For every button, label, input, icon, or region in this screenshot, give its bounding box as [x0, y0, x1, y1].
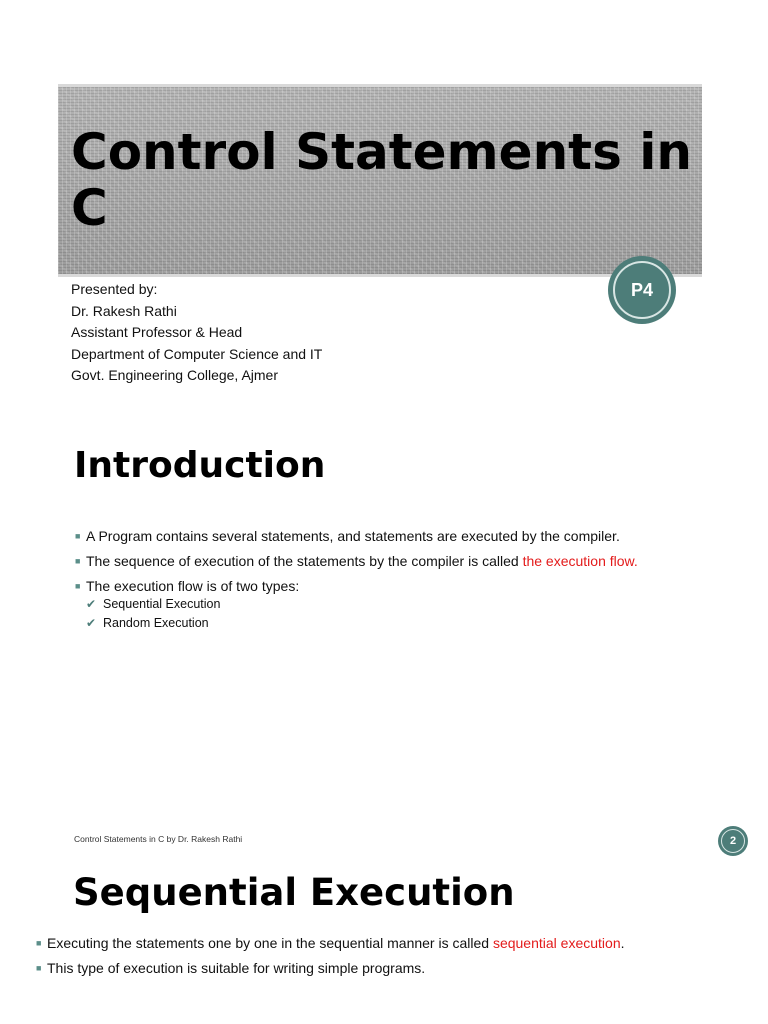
sub-list-item-text: Sequential Execution — [103, 597, 221, 611]
slide-title: Control Statements in C — [71, 123, 692, 237]
highlight-text: sequential execution — [492, 935, 621, 951]
bullet-list — [36, 931, 625, 981]
list-item-text: This type of execution is suitable for writing simple programs. — [47, 960, 426, 976]
list-item — [36, 956, 625, 981]
check-mark-icon: ✔ — [86, 616, 97, 630]
sub-list-item — [86, 614, 220, 633]
list-item-text: The sequence of execution of the statements by the compiler is called — [86, 553, 523, 569]
list-item-text: The execution flow is of two types: — [86, 578, 300, 594]
list-item-text: Executing the statements one by one in the sequential manner is called — [47, 935, 493, 951]
square-bullet-icon: ■ — [75, 581, 81, 591]
highlight-text: the execution flow. — [522, 553, 638, 569]
sub-list-item-text: Random Execution — [103, 616, 209, 630]
list-item — [75, 549, 638, 574]
list-item — [36, 931, 625, 956]
page-number: 2 — [729, 835, 737, 847]
page-number-badge — [718, 826, 748, 856]
square-bullet-icon: ■ — [75, 556, 81, 566]
check-mark-icon: ✔ — [86, 597, 97, 611]
list-item-suffix: . — [620, 935, 625, 951]
square-bullet-icon: ■ — [75, 531, 81, 541]
list-item — [75, 524, 638, 549]
presenter-line: Department of Computer Science and IT — [71, 345, 323, 362]
square-bullet-icon: ■ — [36, 938, 42, 948]
section-heading: Sequential Execution — [73, 871, 515, 914]
presenter-line: Govt. Engineering College, Ajmer — [71, 367, 278, 383]
sub-list-item — [86, 595, 220, 614]
presenter-line: Dr. Rakesh Rathi — [71, 302, 177, 319]
presenter-line: Assistant Professor & Head — [71, 324, 243, 340]
square-bullet-icon: ■ — [36, 963, 42, 973]
page-badge-label: P4 — [630, 279, 654, 300]
section-heading: Introduction — [74, 445, 326, 486]
list-item-text: A Program contains several statements, and statements are executed by the compiler. — [86, 528, 620, 544]
bullet-list — [75, 524, 638, 599]
slide-footer: Control Statements in C by Dr. Rakesh Rathi — [74, 834, 243, 844]
sub-list — [86, 595, 220, 633]
presenter-line: Presented by: — [71, 281, 158, 297]
page-badge — [608, 256, 676, 324]
presenter-info — [71, 279, 322, 387]
